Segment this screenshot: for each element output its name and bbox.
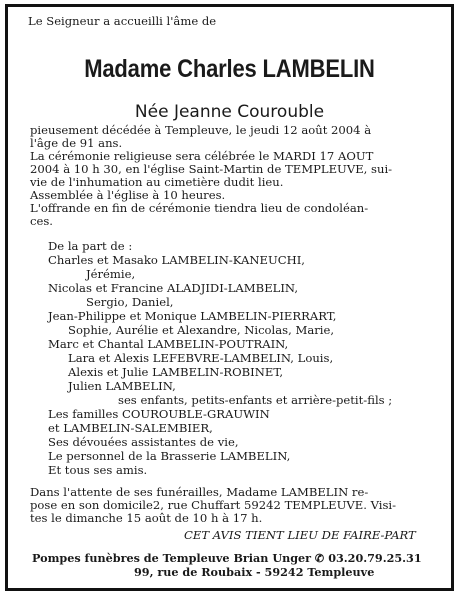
family-line: ses enfants, petits-enfants et arrière-petit-fils ; [118,393,393,407]
header-line: Le Seigneur a accueilli l'âme de [28,14,217,28]
body-line: ces. [30,214,53,228]
funeral-home-address: 99, rue de Roubaix - 59242 Templeuve [134,565,375,579]
family-line: Sophie, Aurélie et Alexandre, Nicolas, Marie, [68,323,335,337]
body-line: vie de l'inhumation au cimetière dudit lieu. [30,175,284,189]
funeral-home-line: Pompes funèbres de Templeuve Brian Unger ✆ 03.20.79.25.31 [32,551,422,565]
visit-line: pose en son domicile2, rue Chuffart 59242 TEMPLEUVE. Visi- [30,498,397,512]
family-line: Alexis et Julie LAMBELIN-ROBINET, [68,365,284,379]
family-line: Sergio, Daniel, [86,295,174,309]
body-line: Assemblée à l'église à 10 heures. [30,188,226,202]
obituary-notice [5,4,454,591]
deceased-name: Madame Charles LAMBELIN [84,55,375,83]
family-line: Le personnel de la Brasserie LAMBELIN, [48,449,291,463]
maiden-name: Née Jeanne Courouble [134,102,325,122]
body-line: L'offrande en fin de cérémonie tiendra lieu de condoléan- [30,201,369,215]
visit-line: tes le dimanche 15 août de 10 h à 17 h. [30,511,263,525]
family-line: Nicolas et Francine ALADJIDI-LAMBELIN, [48,281,299,295]
family-line: Et tous ses amis. [48,463,148,477]
visit-line: Dans l'attente de ses funérailles, Madame LAMBELIN re- [30,485,369,499]
family-line: Marc et Chantal LAMBELIN-POUTRAIN, [48,337,289,351]
family-line: Jean-Philippe et Monique LAMBELIN-PIERRART, [48,309,337,323]
body-line: pieusement décédée à Templeuve, le jeudi 12 août 2004 à [30,123,372,137]
family-line: De la part de : [48,239,133,253]
family-line: Jérémie, [86,267,136,281]
family-line: Charles et Masako LAMBELIN-KANEUCHI, [48,253,305,267]
family-line: Les familles COUROUBLE-GRAUWIN [48,407,270,421]
body-line: La cérémonie religieuse sera célébrée le MARDI 17 AOUT [30,149,374,163]
family-line: Lara et Alexis LEFEBVRE-LAMBELIN, Louis, [68,351,334,365]
body-line: 2004 à 10 h 30, en l'église Saint-Martin de TEMPLEUVE, sui- [30,162,393,176]
family-line: Ses dévouées assistantes de vie, [48,435,239,449]
family-line: et LAMBELIN-SALEMBIER, [48,421,213,435]
body-line: l'âge de 91 ans. [30,136,123,150]
family-line: Julien LAMBELIN, [68,379,176,393]
closing-statement: CET AVIS TIENT LIEU DE FAIRE-PART [184,528,416,542]
